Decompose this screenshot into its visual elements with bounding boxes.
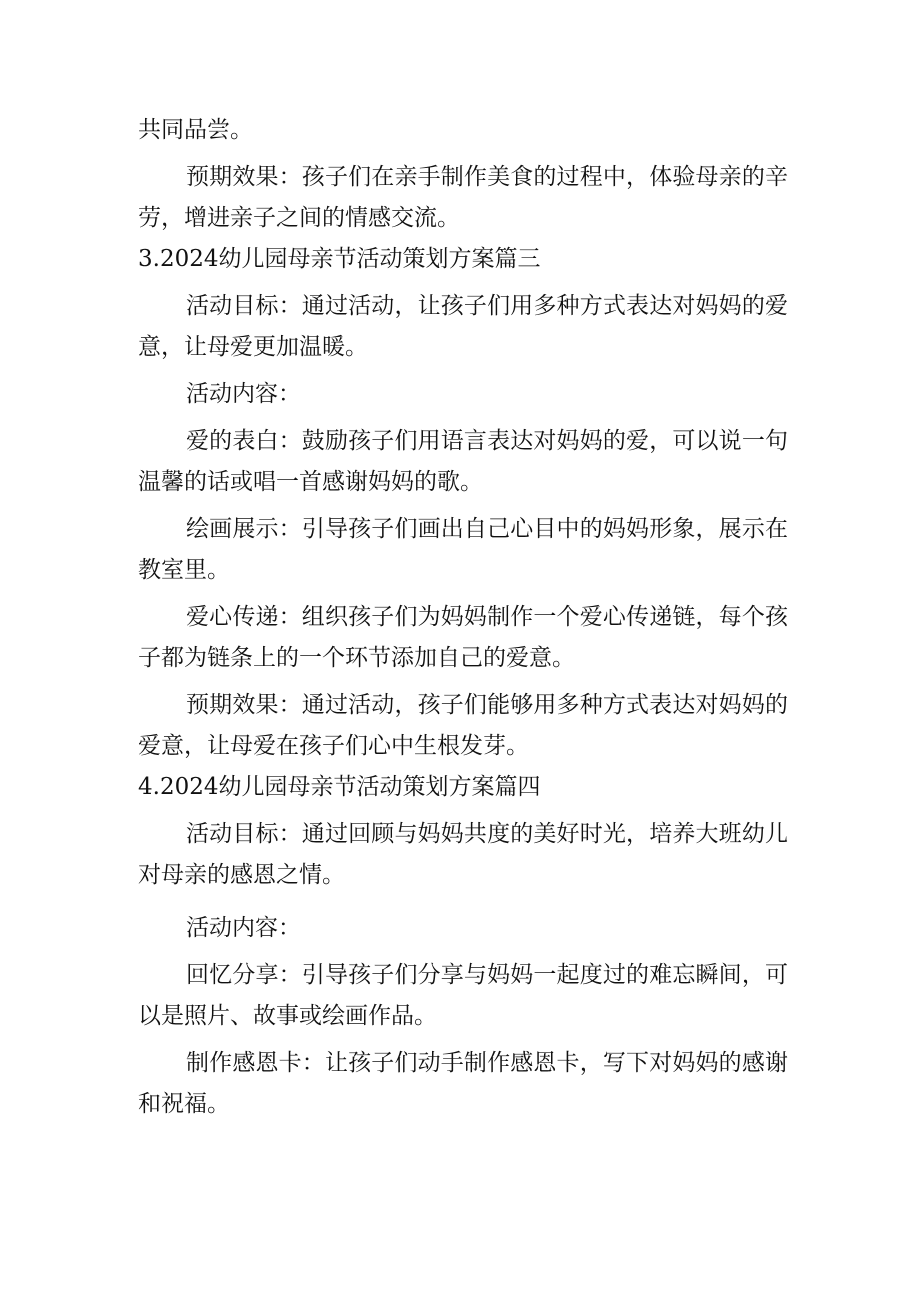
paragraph-gratitude-card: 制作感恩卡：让孩子们动手制作感恩卡，写下对妈妈的感谢和祝福。 [138, 1050, 788, 1117]
paragraph-expected-effect-2: 预期效果：孩子们在亲手制作美食的过程中，体验母亲的辛劳，增进亲子之间的情感交流。 [138, 164, 788, 231]
section-heading-3: 3.2024幼儿园母亲节活动策划方案篇三 [138, 246, 541, 272]
paragraph-drawing-display: 绘画展示：引导孩子们画出自己心目中的妈妈形象，展示在教室里。 [138, 516, 788, 583]
paragraph-goal-3: 活动目标：通过活动，让孩子们用多种方式表达对妈妈的爱意，让母爱更加温暖。 [138, 293, 788, 360]
paragraph-expected-effect-3: 预期效果：通过活动，孩子们能够用多种方式表达对妈妈的爱意，让母爱在孩子们心中生根发芽。 [138, 692, 788, 759]
paragraph-memory-sharing: 回忆分享：引导孩子们分享与妈妈一起度过的难忘瞬间，可以是照片、故事或绘画作品。 [138, 962, 788, 1029]
paragraph-love-confession: 爱的表白：鼓励孩子们用语言表达对妈妈的爱，可以说一句温馨的话或唱一首感谢妈妈的歌。 [138, 428, 788, 495]
document-body [138, 110, 788, 1125]
paragraph-goal-4: 活动目标：通过回顾与妈妈共度的美好时光，培养大班幼儿对母亲的感恩之情。 [138, 821, 788, 888]
section-heading-4: 4.2024幼儿园母亲节活动策划方案篇四 [138, 774, 541, 800]
paragraph-content-label-3: 活动内容： [186, 381, 301, 407]
paragraph-continuation: 共同品尝。 [138, 117, 253, 143]
paragraph-love-chain: 爱心传递：组织孩子们为妈妈制作一个爱心传递链，每个孩子都为链条上的一个环节添加自己的爱意。 [138, 604, 788, 671]
paragraph-content-label-4: 活动内容： [186, 915, 301, 941]
